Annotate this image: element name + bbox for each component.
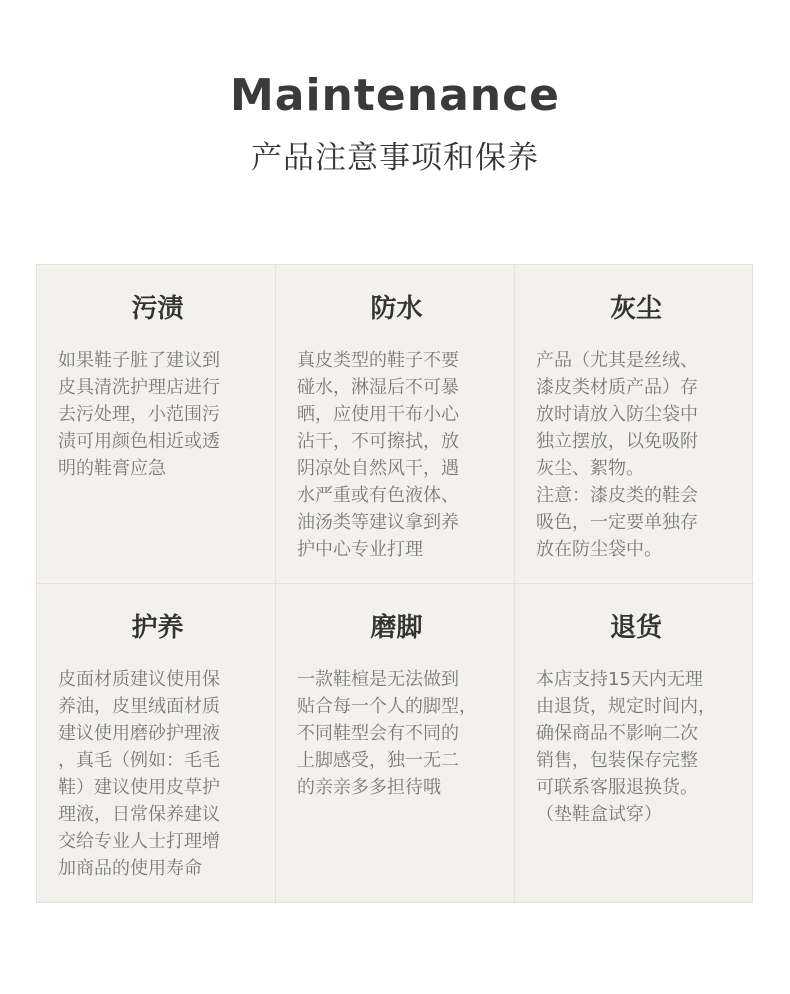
card-text: 一款鞋楦是无法做到 贴合每一个人的脚型， 不同鞋型会有不同的 上脚感受，独一无二 的亲亲多多担待哦 <box>297 669 477 798</box>
card-title: 护养 <box>131 613 184 643</box>
card-returns <box>515 584 754 904</box>
card-dust <box>515 265 754 584</box>
card-title: 防水 <box>370 294 423 324</box>
card-waterproof <box>276 265 515 584</box>
card-care <box>37 584 276 904</box>
maintenance-grid <box>36 264 753 903</box>
card-title: 磨脚 <box>370 613 423 643</box>
card-text: 皮面材质建议使用保 养油，皮里绒面材质 建议使用磨砂护理液 ，真毛（例如：毛毛 鞋）建议使用皮草护 理液，日常保养建议 交给专业人士打理增 加商品的使用寿命 <box>58 669 220 879</box>
page-title-english: Maintenance <box>229 70 561 121</box>
card-title: 退货 <box>609 613 662 643</box>
card-text: 如果鞋子脏了建议到 皮具清洗护理店进行 去污处理，小范围污 渍可用颜色相近或透 明的鞋膏应急 <box>58 350 220 479</box>
card-title: 灰尘 <box>609 294 662 324</box>
card-stains <box>37 265 276 584</box>
card-title: 污渍 <box>131 294 184 324</box>
card-text: 本店支持15天内无理 由退货，规定时间内， 确保商品不影响二次 销售，包装保存完整 可联系客服退换货。 （垫鞋盒试穿） <box>536 669 716 825</box>
card-chafing <box>276 584 515 904</box>
card-text: 产品（尤其是丝绒、 漆皮类材质产品）存 放时请放入防尘袋中 独立摆放，以免吸附 灰尘、絮物。 注意：漆皮类的鞋会 吸色，一定要单独存 放在防尘袋中。 <box>536 350 698 560</box>
card-text: 真皮类型的鞋子不要 碰水，淋湿后不可暴 晒，应使用干布小心 沾干，不可擦拭，放 阴凉处自然风干，遇 水严重或有色液体、 油汤类等建议拿到养 护中心专业打理 <box>297 350 459 560</box>
page-header <box>0 68 790 180</box>
page-title-chinese: 产品注意事项和保养 <box>251 140 539 176</box>
